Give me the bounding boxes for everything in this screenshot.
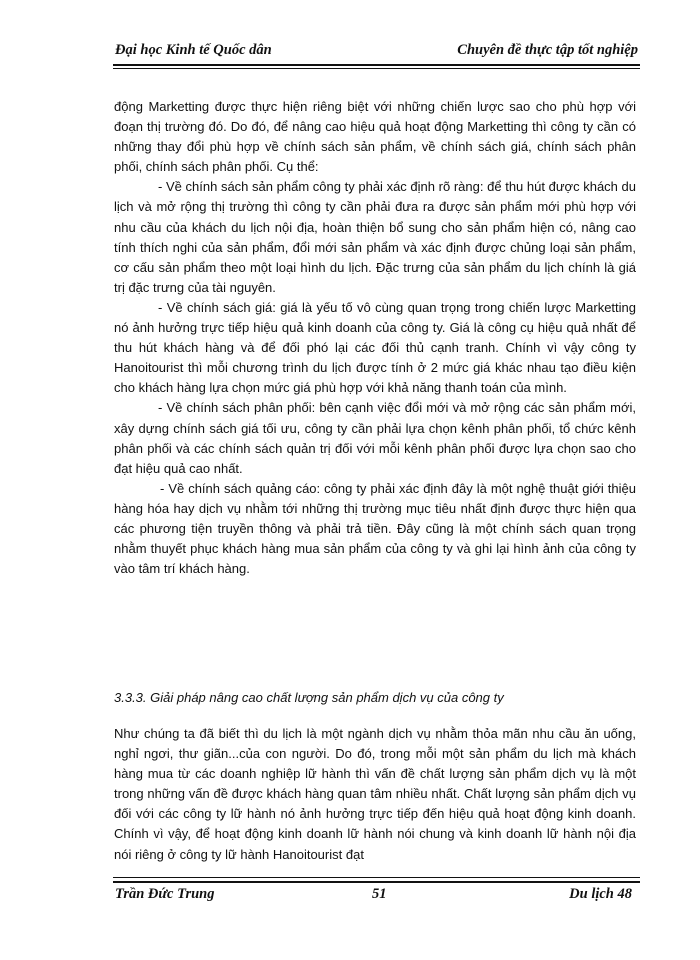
header-university: Đại học Kinh tế Quốc dân xyxy=(115,42,272,58)
page-number: 51 xyxy=(372,886,387,902)
paragraph-distribution-policy: - Về chính sách phân phối: bên cạnh việc đổi mới và mở rộng các sản phẩm mới, xây dựng chính sách giá tối ưu, công ty cần phải lựa chọn kênh phân phối, tổ chức kênh phân phối và các chính sách quản trị đối với mỗi kênh phân phối được lựa chọn sao cho đạt hiệu quả cao nhất. xyxy=(114,400,636,476)
paragraph-service-quality: Như chúng ta đã biết thì du lịch là một ngành dịch vụ nhằm thỏa mãn nhu cầu ăn uống, nghỉ ngơi, thư giãn...của con người. Do đó, trong mỗi một sản phẩm du lịch mà khách hàng mua từ các doanh nghiệp lữ hành thì vấn đề chất lượng sản phẩm dịch vụ là một trong những vấn đề được khách hàng quan tâm nhiều nhất. Chất lượng sản phẩm dịch vụ đối với các công ty lữ hành nó ảnh hưởng trực tiếp đến hiệu quả hoạt động kinh doanh. Chính vì vậy, để hoạt động kinh doanh lữ hành nói chung và kinh doanh lữ hành nội địa nói riêng ở công ty lữ hành Hanoitourist đạt xyxy=(114,726,636,862)
footer-class: Du lịch 48 xyxy=(569,886,632,902)
paragraph-price-policy: - Về chính sách giá: giá là yếu tố vô cùng quan trọng trong chiến lược Marketting nó ảnh hưởng trực tiếp hiệu quả kinh doanh của công ty. Giá là công cụ hiệu quả nhất để thu hút khách hàng và để đối phó lại các đối thủ cạnh tranh. Chính vì vậy công ty Hanoitourist thì mỗi chương trình du lịch được tính ở 2 mức giá khác nhau tạo điều kiện cho khách hàng lựa chọn mức giá phù hợp với khả năng thanh toán của mình. xyxy=(114,299,636,396)
section-heading: 3.3.3. Giải pháp nâng cao chất lượng sản phẩm dịch vụ của công ty xyxy=(114,690,504,705)
footer-author: Trần Đức Trung xyxy=(115,886,215,902)
body-text xyxy=(114,97,636,579)
header-rule-thick xyxy=(113,64,640,66)
header-rule-thin xyxy=(113,68,640,69)
footer-rule-thin xyxy=(113,877,640,878)
paragraph-product-policy: - Về chính sách sản phẩm công ty phải xác định rõ ràng: để thu hút được khách du lịch và mở rộng thị trường thì công ty cần phải đưa ra được sản phẩm mới phù hợp với nhu cầu của khách du lịch nội địa, hoàn thiện bổ sung cho sản phẩm hiện có, nâng cao tính thích nghi của sản phẩm, đổi mới sản phẩm và xác định được chủng loại sản phẩm, cơ cấu sản phẩm theo một loại hình du lịch. Đặc trưng của sản phẩm du lịch chính là giá trị đặc trưng của tài nguyên. xyxy=(114,179,636,295)
paragraph-advertising-policy: - Về chính sách quảng cáo: công ty phải xác định đây là một nghệ thuật giới thiệu hàng hóa hay dịch vụ nhằm tới những thị trường mục tiêu nhất định được thực hiện qua các phương tiện truyền thông và phải trả tiền. Đây cũng là một chính sách quan trọng nhằm thuyết phục khách hàng mua sản phẩm của công ty và ghi lại hình ảnh của công ty vào tâm trí khách hàng. xyxy=(114,480,636,577)
page-header xyxy=(113,32,640,62)
footer-rule-thick xyxy=(113,881,640,883)
header-document-type: Chuyên đề thực tập tốt nghiệp xyxy=(457,42,638,58)
section-body xyxy=(114,711,636,878)
paragraph-intro: động Marketting được thực hiện riêng biệt với những chiến lược sao cho phù hợp với đoạn thị trường đó. Do đó, để nâng cao hiệu quả hoạt động Marketting thì công ty cần có những thay đổi phù hợp về chính sách sản phẩm, về chính sách giá, chính sách phân phối, chính sách phân phối. Cụ thể: xyxy=(114,99,636,175)
